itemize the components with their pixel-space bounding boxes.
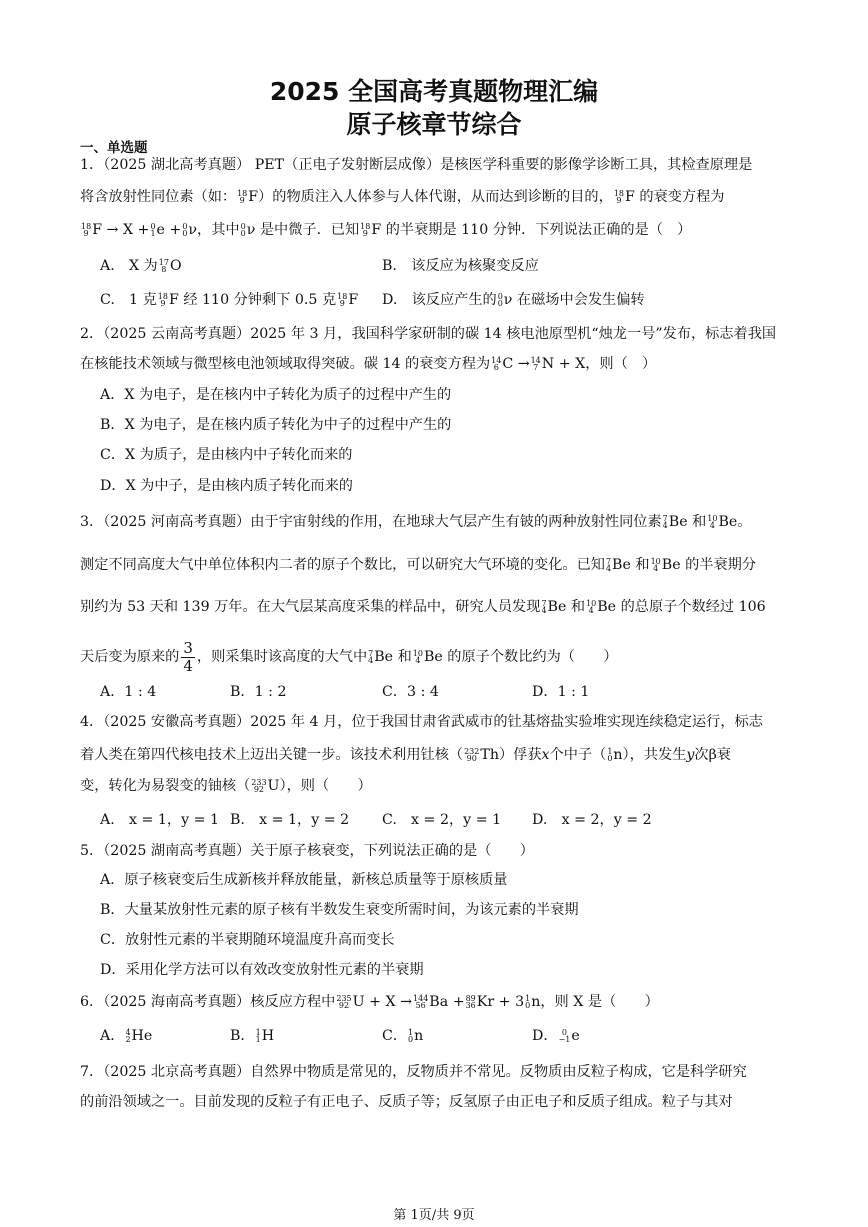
q1-line2: 将含放射性同位素（如： 18 9 F）的物质注入人体参与人体代谢，从而达到诊断的目的， 18 9 F 的衰变方程为	[80, 188, 725, 205]
q2-option-a[interactable]: A．X 为电子，是在核内中子转化为质子的过程中产生的	[100, 387, 452, 403]
q4-option-b[interactable]: B. x = 1，y = 2	[230, 812, 350, 828]
q6-option-d[interactable]: D． 0 −1 e	[532, 1027, 580, 1044]
q2-option-b[interactable]: B．X 为电子，是在核内质子转化为中子的过程中产生的	[100, 417, 452, 433]
q1-line3: 18 9 F → X + 0 1 e + 0 0 ν，其中 0 0 ν 是中微子．已知 18 9 F 的半衰期是 110 分钟．下列说法正确的是（ ）	[81, 221, 692, 238]
q3-option-c[interactable]: C．3 : 4	[382, 684, 439, 700]
page-subtitle: 原子核章节综合	[346, 110, 522, 139]
q4-option-a[interactable]: A. x = 1，y = 1	[100, 812, 220, 828]
q1-option-b[interactable]: B. 该反应为核聚变反应	[382, 258, 539, 274]
q3-option-a[interactable]: A．1 : 4	[100, 684, 157, 700]
q3-option-b[interactable]: B．1 : 2	[230, 684, 287, 700]
q7-line2: 的前沿领域之一。目前发现的反粒子有正电子、反质子等；反氢原子由正电子和反质子组成。粒子与其对	[80, 1094, 733, 1110]
q5-option-c[interactable]: C．放射性元素的半衰期随环境温度升高而变长	[100, 932, 395, 948]
q5-option-b[interactable]: B．大量某放射性元素的原子核有半数发生衰变所需时间，为该元素的半衰期	[100, 902, 579, 918]
q1-option-a[interactable]: A. X 为 17 8 O	[100, 257, 182, 274]
q6-option-a[interactable]: A． 4 2 He	[100, 1027, 153, 1044]
q2-option-d[interactable]: D．X 为中子，是由核内质子转化而来的	[100, 478, 353, 494]
nuclide-f: 18 9	[237, 188, 248, 205]
q4-line3: 变，转化为易裂变的铀核（ 233 92 U），则（ ）	[80, 777, 372, 794]
q2-line1: 2．（2025 云南高考真题）2025 年 3 月，我国科学家研制的碳 14 核电池原型机“烛龙一号”发布，标志着我国	[80, 326, 777, 342]
q1-line1: 1．（2025 湖北高考真题） PET（正电子发射断层成像）是核医学科重要的影像学诊断工具，其检查原理是	[80, 157, 753, 173]
q3-line2: 测定不同高度大气中单位体积内二者的原子个数比，可以研究大气环境的变化。已知 7 4 Be 和 10 4 Be 的半衰期分	[80, 556, 757, 573]
q2-line2: 在核能技术领域与微型核电池领域取得突破。碳 14 的衰变方程为 14 6 C → 14 7 N + X，则（ ）	[80, 355, 657, 372]
nuclide-f: 18 9	[613, 188, 624, 205]
q3-line4: 天后变为原来的 $\frac{3}{4}$ ，则采集时该高度的大气中 7 4 Be 和 10 4 Be 的原子个数比约为（ ）	[80, 639, 618, 675]
q5-option-a[interactable]: A．原子核衰变后生成新核并释放能量，新核总质量等于原核质量	[100, 872, 508, 888]
section-heading: 一、单选题	[80, 140, 148, 156]
q3-line1: 3．（2025 河南高考真题）由于宇宙射线的作用，在地球大气层产生有铍的两种放射性同位素 7 4 Be 和 10 4 Be。	[80, 513, 752, 530]
q5-option-d[interactable]: D．采用化学方法可以有效改变放射性元素的半衰期	[100, 962, 424, 978]
q2-option-c[interactable]: C．X 为质子，是由核内中子转化而来的	[100, 447, 353, 463]
q3-option-d[interactable]: D．1 : 1	[532, 684, 590, 700]
fraction: $\frac{3}{4}$	[183, 639, 193, 675]
q4-line2: 着人类在第四代核电技术上迈出关键一步。该技术利用钍核（ 232 90 Th）俘获x个中子（ 1 0 n），共发生y次β衰	[80, 746, 731, 763]
q6-option-b[interactable]: B． 1 1 H	[230, 1027, 275, 1044]
q4-option-d[interactable]: D. x = 2，y = 2	[532, 812, 652, 828]
q3-line3: 别约为 53 天和 139 万年。在大气层某高度采集的样品中，研究人员发现 7 4 Be 和 10 4 Be 的总原子个数经过 106	[80, 598, 766, 615]
q4-line1: 4．（2025 安徽高考真题）2025 年 4 月，位于我国甘肃省武威市的钍基熔盐实验堆实现连续稳定运行，标志	[80, 714, 763, 730]
page-footer: 第 1页/共 9页	[393, 1208, 475, 1223]
page-title: 2025 全国高考真题物理汇编	[269, 77, 599, 106]
q6-line1: 6．（2025 海南高考真题）核反应方程中 235 92 U + X → 144 56 Ba + 89 36 Kr + 3 1 0 n，则 X 是（ ）	[80, 993, 659, 1010]
q7-line1: 7．（2025 北京高考真题）自然界中物质是常见的，反物质并不常见。反物质由反粒子构成，它是科学研究	[80, 1064, 747, 1080]
q4-option-c[interactable]: C. x = 2，y = 1	[382, 812, 502, 828]
q6-option-c[interactable]: C． 1 0 n	[382, 1027, 424, 1044]
q1-option-c[interactable]: C. 1 克 18 9 F 经 110 分钟剩下 0.5 克 18 9 F	[100, 291, 359, 308]
q5-line1: 5．（2025 湖南高考真题）关于原子核衰变，下列说法正确的是（ ）	[80, 843, 534, 859]
q1-option-d[interactable]: D. 该反应产生的 0 0 ν 在磁场中会发生偏转	[382, 291, 645, 308]
